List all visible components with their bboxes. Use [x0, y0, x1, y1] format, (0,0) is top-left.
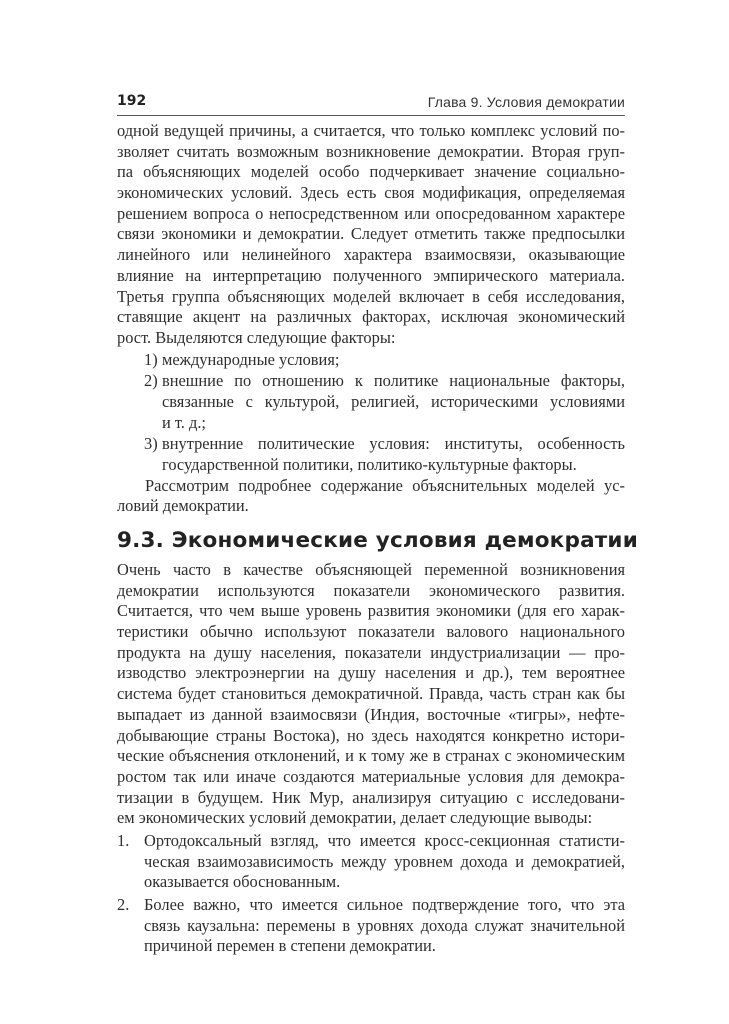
text-line: экономических условий. Здесь есть своя модификация, определяемая: [117, 183, 625, 203]
text-line: выпадает из данной взаимосвязи (Индия, восточные «тигры», нефте-: [117, 704, 625, 724]
text-line: зволяет считать возможным возникновение демократии. Вторая груп-: [117, 141, 625, 161]
text-line: рост. Выделяются следующие факторы:: [117, 327, 396, 347]
text-line: связь каузальна: перемены в уровнях дохода служат значительной: [144, 915, 625, 935]
text-line: продукта на душу населения, показатели индустриализации — про-: [117, 642, 625, 662]
text-line: Рассмотрим подробнее содержание объяснительных моделей ус-: [145, 475, 625, 495]
text-line: Ортодоксальный взгляд, что имеется кросс-секционная статисти-: [144, 830, 625, 850]
text-line: Считается, что чем выше уровень развития экономики (для его харак-: [117, 601, 625, 621]
text-line: влияние на интерпретацию полученного эмпирического материала.: [117, 265, 625, 285]
text-line: одной ведущей причины, а считается, что только комплекс условий по-: [117, 121, 625, 140]
text-line: оказывается обоснованным.: [144, 872, 341, 892]
list-number: 1): [144, 349, 158, 369]
text-line: связи экономики и демократии. Следует отметить также предпосылки: [117, 224, 625, 244]
list-item: [117, 895, 625, 957]
text-line: линейного или нелинейного характера взаимосвязи, оказывающие: [117, 245, 625, 265]
text-line: причиной перемен в степени демократии.: [144, 936, 436, 956]
text-line: внешние по отношению к политике национальные факторы,: [162, 371, 625, 391]
text-line: ческие объяснения отклонений, и к тому же в странах с экономическим: [117, 746, 625, 766]
paragraph: [117, 121, 625, 349]
section-heading: 9.3. Экономические условия демократии: [117, 528, 638, 553]
text-line: ческая взаимозависимость между уровнем дохода и демократией,: [144, 851, 625, 871]
text-line: государственной политики, политико-культурные факторы.: [162, 455, 577, 474]
text-line: ставящие акцент на различных факторах, исключая экономический: [117, 307, 625, 327]
text-block-top: [117, 121, 625, 517]
paragraph: [117, 476, 625, 517]
text-line: Очень часто в качестве объясняющей переменной возникновения: [117, 560, 625, 579]
text-block-bottom: [117, 560, 625, 957]
conclusions-list: [117, 831, 625, 957]
text-line: Более важно, что имеется сильное подтверждение того, что эта: [144, 895, 625, 914]
text-line: международные условия;: [162, 349, 340, 369]
page-number: 192: [117, 93, 147, 109]
text-line: тизации в будущем. Ник Мур, анализируя ситуацию с исследовани-: [117, 787, 625, 807]
text-line: добывающие страны Востока), но здесь находятся конкретно истори-: [117, 725, 625, 745]
list-item: [117, 434, 625, 475]
text-line: и т. д.;: [162, 412, 206, 432]
text-line: теристики обычно используют показатели валового национального: [117, 622, 625, 642]
text-line: решением вопроса о непосредственном или опосредованном характере: [117, 203, 625, 223]
text-line: ем экономических условий демократии, делает следующие выводы:: [117, 808, 593, 828]
page-header: [117, 93, 625, 116]
text-line: ростом так или иначе создаются материальные условия для демокра-: [117, 766, 625, 786]
list-number: 2): [144, 371, 158, 391]
list-item: [117, 371, 625, 433]
text-line: Третья группа объясняющих моделей включает в себя исследования,: [117, 286, 625, 306]
list-item: [117, 350, 625, 371]
text-line: изводство электроэнергии на душу населения и др.), тем вероятнее: [117, 663, 625, 683]
factor-list: [117, 350, 625, 476]
text-line: внутренние политические условия: институты, особенность: [162, 434, 625, 454]
list-number: 1.: [117, 830, 130, 850]
text-line: демократии используются показатели экономического развития.: [117, 580, 625, 600]
list-number: 3): [144, 434, 158, 454]
text-line: ловий демократии.: [117, 496, 249, 516]
paragraph: [117, 560, 625, 829]
list-number: 2.: [117, 895, 130, 914]
text-line: связанные с культурой, религией, историческими условиями: [162, 391, 625, 411]
text-line: па объясняющих моделей особо подчеркивает значение социально-: [117, 162, 625, 182]
list-item: [117, 831, 625, 893]
running-title: Глава 9. Условия демократии: [427, 94, 625, 110]
text-line: система будет становиться демократичной. Правда, часть стран как бы: [117, 684, 625, 704]
